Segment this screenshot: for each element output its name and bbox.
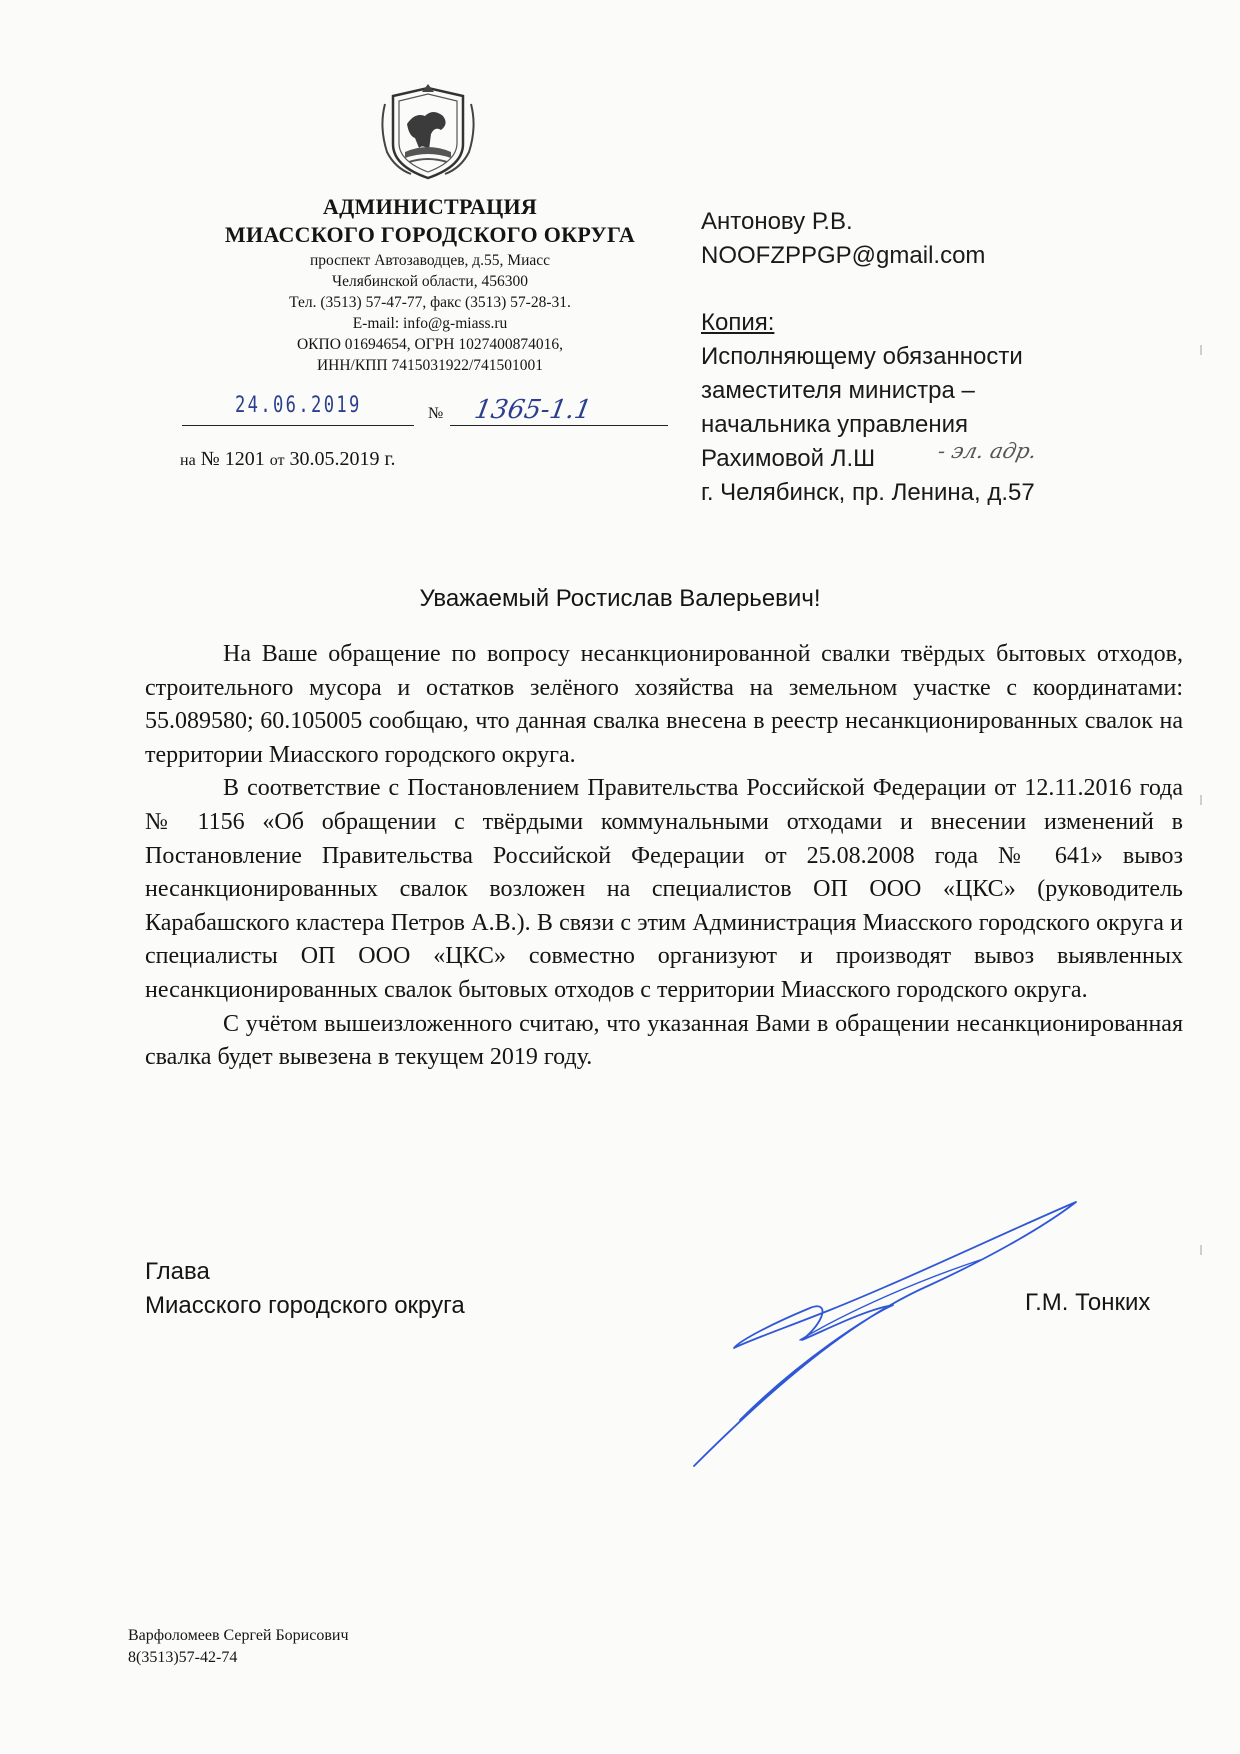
copy-block — [701, 306, 1035, 510]
copy-line: начальника управления — [701, 411, 969, 438]
coat-of-arms-emblem — [375, 82, 481, 182]
addressee-email: NOOFZPPGP@gmail.com — [701, 242, 986, 269]
date-underline — [182, 425, 414, 426]
letter-body — [145, 638, 1183, 1075]
org-inn-kpp: ИНН/КПП 7415031922/741501001 — [316, 357, 544, 374]
body-paragraph: В соответствие с Постановлением Правительства Российской Федерации от 12.11.2016 года № 1156 «Об обращении с твёрдыми коммунальными отходами и внесении изменений в Постановление Правительства Российской Федерации от 25.08.2008 года № 641» вывоз несанкционированных свалок возложен на специалистов ОП ООО «ЦКС» (руководитель Карабашского кластера Петров А.В.). В связи с этим Администрация Миасского городского округа и специалисты ОП ООО «ЦКС» совместно организуют и производят вывоз выявленных несанкционированных свалок бытовых отходов с территории Миасского городского округа. — [145, 775, 1183, 1003]
svg-text:1365-1.1: 1365-1.1 — [472, 395, 594, 425]
addressee-name: Антонову Р.В. — [701, 208, 853, 235]
org-okpo-ogrn: ОКПО 01694654, ОГРН 1027400874016, — [296, 336, 563, 353]
org-contacts — [150, 250, 710, 376]
scan-edge-mark — [1200, 1245, 1202, 1255]
salutation: Уважаемый Ростислав Валерьевич! — [419, 585, 821, 612]
handwritten-note — [935, 438, 1095, 470]
executor-phone: 8(3513)57-42-74 — [128, 1649, 238, 1666]
ref-date: 30.05.2019 г. — [289, 448, 396, 470]
ref-number: № 1201 — [200, 448, 265, 470]
signer-position-line1: Глава — [145, 1258, 210, 1285]
reference-line — [180, 448, 396, 471]
ref-from: от — [269, 452, 285, 469]
org-address: проспект Автозаводцев, д.55, Миасс — [309, 252, 551, 269]
copy-line: Рахимовой Л.Ш — [701, 445, 876, 472]
org-title-line1: АДМИНИСТРАЦИЯ — [322, 194, 538, 219]
copy-line: Исполняющему обязанности — [701, 343, 1023, 370]
handwritten-signature — [680, 1190, 1080, 1480]
signer-position — [145, 1255, 465, 1323]
signer-position-line2: Миасского городского округа — [145, 1292, 465, 1319]
number-underline — [450, 425, 668, 426]
number-sign: № — [428, 405, 444, 422]
scan-edge-mark — [1200, 345, 1202, 355]
copy-label: Копия: — [701, 309, 775, 336]
scan-edge-mark — [1200, 795, 1202, 805]
svg-text:- эл. адр.: - эл. адр. — [935, 439, 1039, 464]
executor-block — [128, 1625, 349, 1669]
signer-name: Г.М. Тонких — [1025, 1289, 1151, 1316]
registration-date-stamp: 24.06.2019 — [235, 393, 362, 418]
org-region: Челябинской области, 456300 — [332, 273, 528, 290]
copy-line: г. Челябинск, пр. Ленина, д.57 — [701, 479, 1035, 506]
org-title-line2: МИАССКОГО ГОРОДСКОГО ОКРУГА — [224, 222, 636, 247]
body-paragraph: На Ваше обращение по вопросу несанкционированной свалки твёрдых бытовых отходов, строительного мусора и остатков зелёного хозяйства на земельном участке с координатами: 55.089580; 60.105005 сообщаю, что данная свалка внесена в реестр несанкционированных свалок на территории Миасского городского округа. — [145, 641, 1183, 768]
handwritten-registration-number — [472, 392, 632, 426]
org-phone: Тел. (3513) 57-47-77, факс (3513) 57-28-31. — [289, 294, 571, 311]
body-paragraph: С учётом вышеизложенного считаю, что указанная Вами в обращении несанкционированная свалка будет вывезена в текущем 2019 году. — [145, 1010, 1183, 1071]
copy-line: заместителя министра – — [701, 377, 975, 404]
executor-name: Варфоломеев Сергей Борисович — [128, 1627, 349, 1644]
ref-prefix: на — [180, 452, 196, 469]
org-email: E-mail: info@g-miass.ru — [352, 315, 508, 332]
addressee-block — [701, 205, 985, 273]
